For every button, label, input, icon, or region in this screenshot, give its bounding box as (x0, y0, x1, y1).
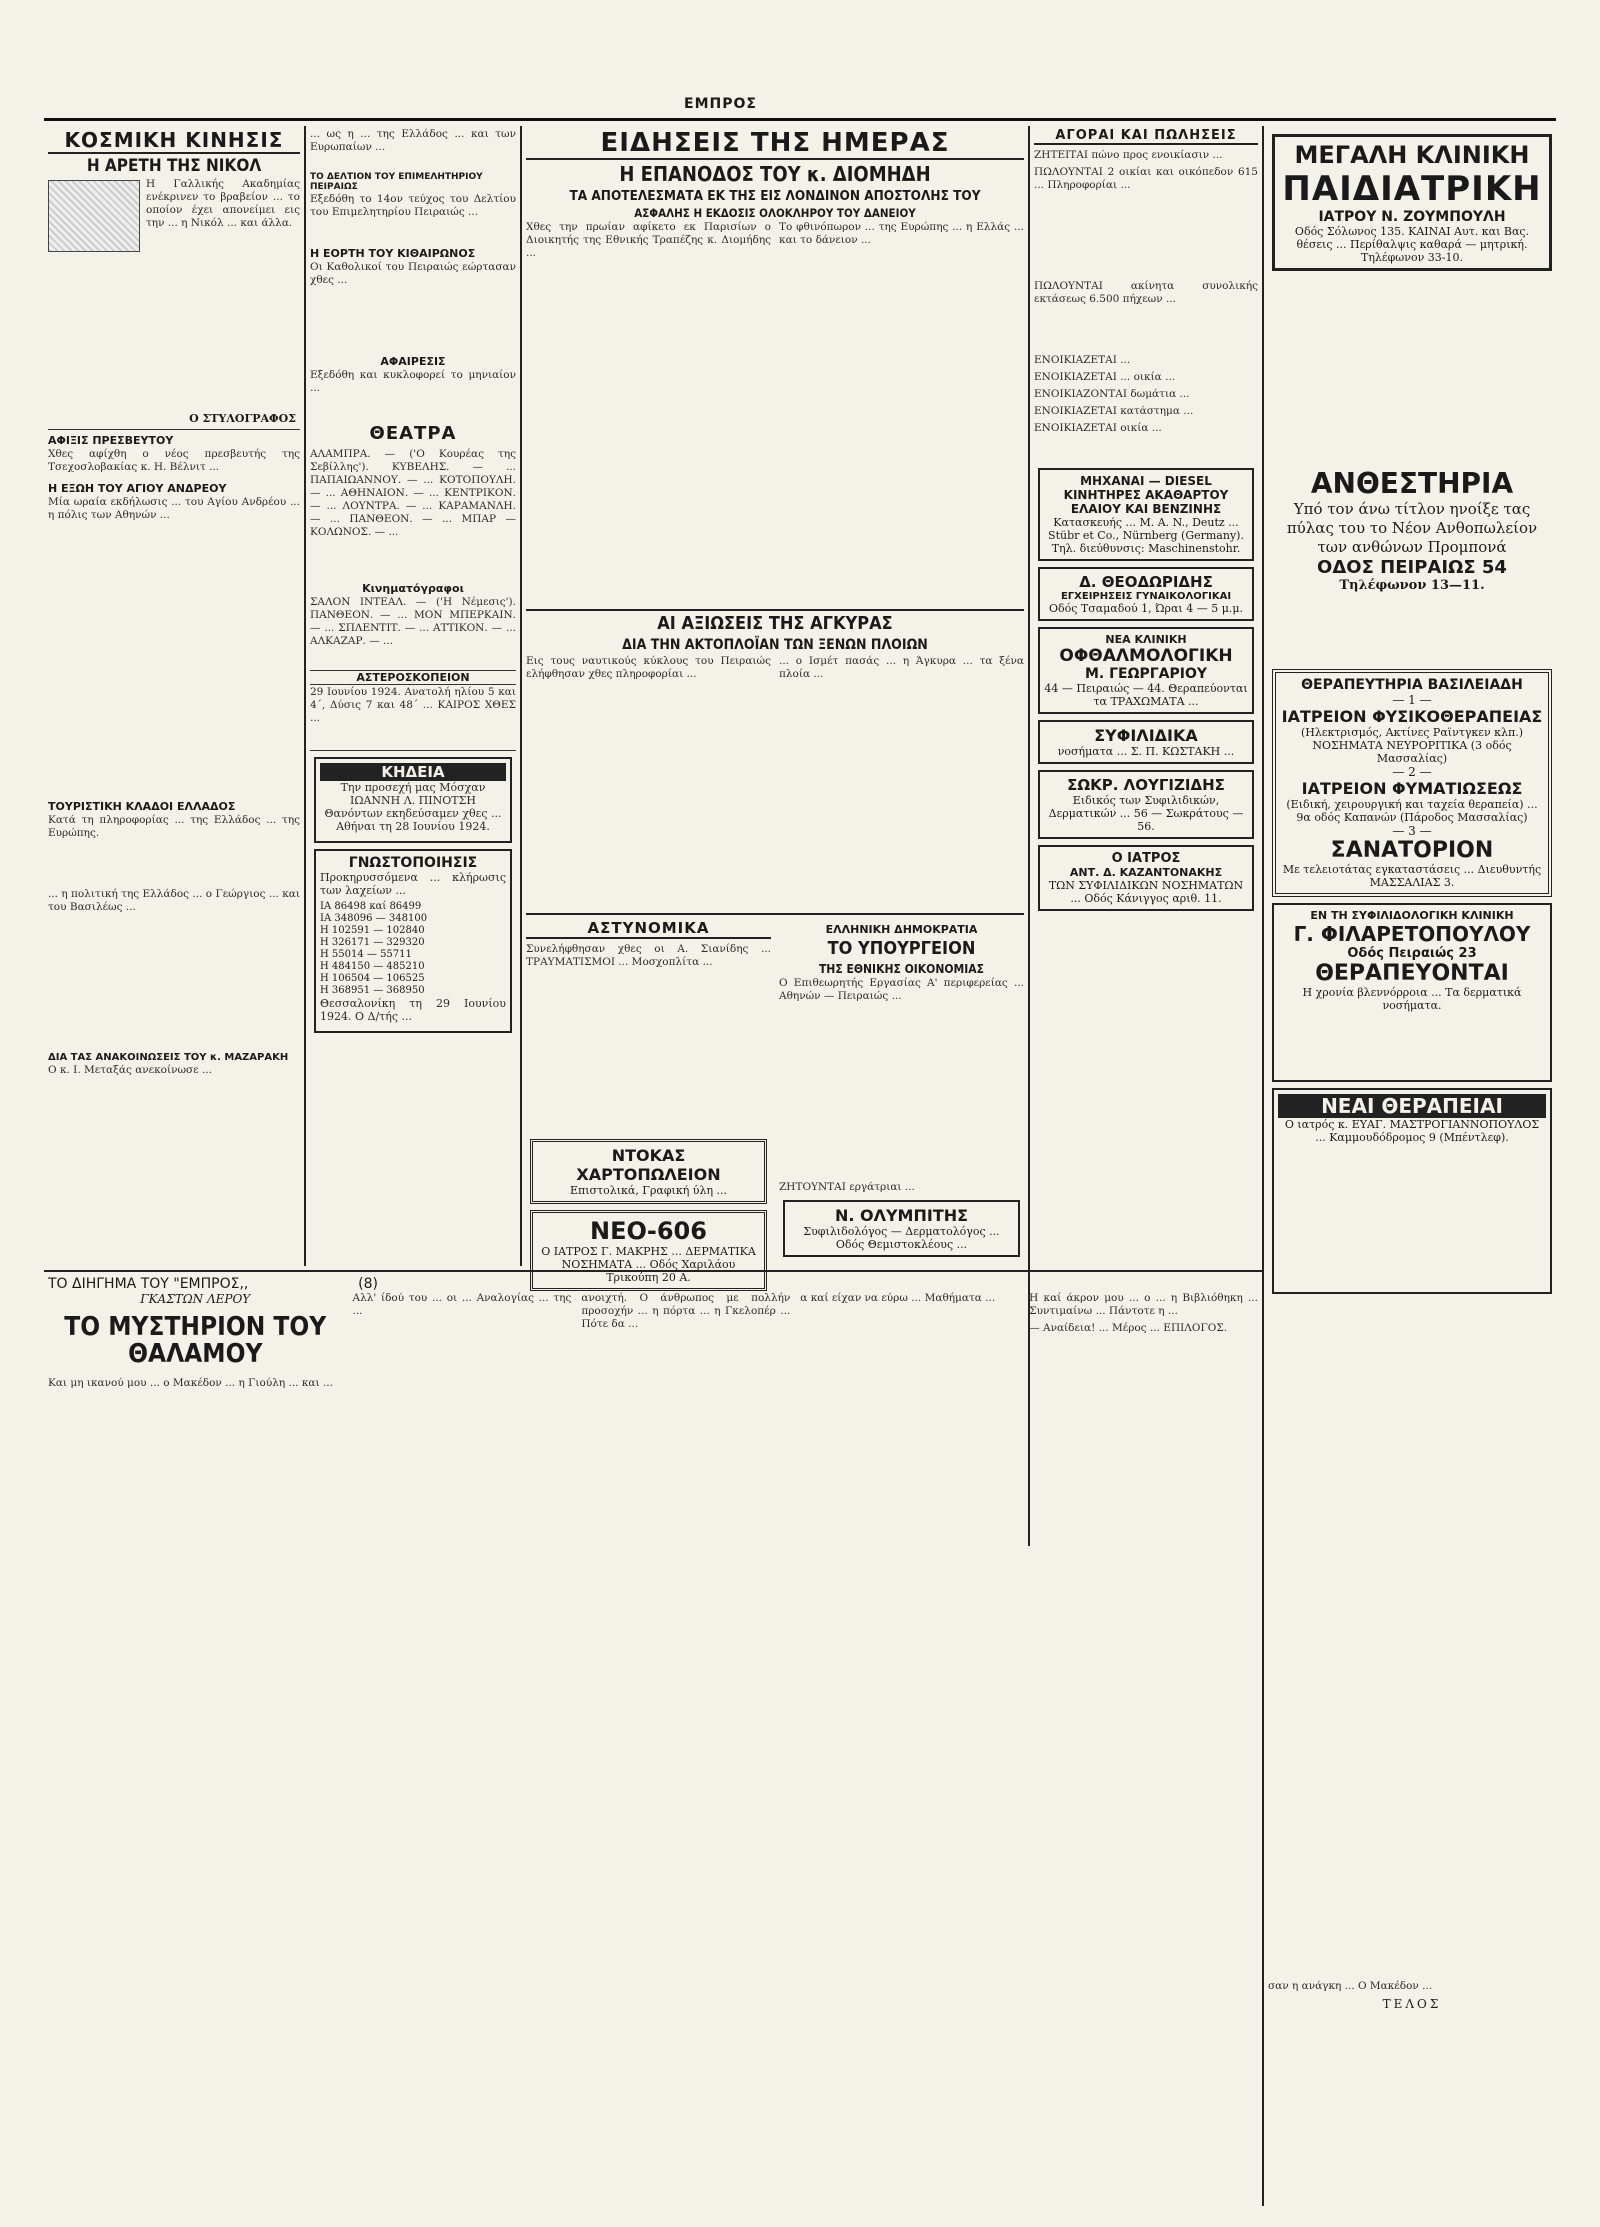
article-headline: ΤΟ ΔΕΛΤΙΟΝ ΤΟΥ ΕΠΙΜΕΛΗΤΗΡΙΟΥ ΠΕΙΡΑΙΩΣ (310, 172, 483, 192)
clinic-text: (Ηλεκτρισμός, Ακτίνες Ραϊντγκεν κλπ.) ΝΟΣΗΜΑΤΑ ΝΕΥΡΟΡΙΤΙΚΑ (3 οδός Μασσαλίας) (1300, 726, 1524, 765)
story-text: Αλλ' ίδού του ... οι ... Αναλογίας ... της ... (352, 1292, 572, 1317)
ad-title: ΝΕΑΙ ΘΕΡΑΠΕΙΑΙ (1278, 1094, 1546, 1118)
ad-pretitle: ΝΕΑ ΚΛΙΝΙΚΗ (1105, 633, 1187, 646)
ad-stationery (530, 1139, 767, 1204)
story-title: ΤΟ ΜΥΣΤΗΡΙΟΝ ΤΟΥ ΘΑΛΑΜΟΥ (64, 1312, 327, 1370)
article-headline: ΔΙΑ ΤΑΣ ΑΝΑΚΟΙΝΩΣΕΙΣ ΤΟΥ κ. ΜΑΖΑΡΑΚΗ (48, 1051, 289, 1063)
ad-doctor (783, 1200, 1020, 1257)
article-text: ... ο Ισμέτ πασάς ... η Άγκυρα ... τα ξένα πλοία ... (779, 654, 1024, 680)
lottery-row: ΙΑ 348096 — 348100 (320, 913, 428, 924)
police-text: Συνελήφθησαν χθες οι Α. Σιανίδης ... ΤΡΑΥΜΑΤΙΣΜΟΙ ... Μοσχοπλίτα ... (526, 942, 771, 968)
notice-title: ΕΛΛΗΝΙΚΗ ΔΗΜΟΚΡΑΤΙΑ (825, 922, 978, 936)
lottery-row: Η 326171 — 329320 (320, 937, 425, 948)
ad-syphilis (1038, 720, 1254, 764)
ad-address: Οδός Πειραιώς 23 (1347, 946, 1477, 961)
ad-new-treatments (1272, 1088, 1552, 1294)
article-text: Κατά τη πληροφορίας ... της Ελλάδος ... της Ευρώπης. (48, 813, 300, 839)
clinic-title: ΙΑΤΡΕΙΟΝ ΦΥΜΑΤΙΩΣΕΩΣ (1301, 779, 1523, 798)
serial-story-end (1268, 1980, 1556, 2140)
ad-text: Οδός Τσαμαδού 1, Ώραι 4 — 5 μ.μ. (1048, 602, 1244, 615)
story-text: σαν η ανάγκη ... Ο Μακέδον ... (1268, 1980, 1433, 1992)
ad-dermatologist (1038, 770, 1254, 839)
article-text: ... ως η ... της Ελλάδος ... και των Ευρωπαίων ... (310, 128, 516, 153)
cinema-title: Κινηματόγραφοι (362, 582, 464, 595)
article-text: Το φθινόπωρον ... της Ευρώπης ... η Ελλάς ... και το δάνειον ... (779, 221, 1024, 247)
section-title: ΚΟΣΜΙΚΗ ΚΙΝΗΣΙΣ (48, 128, 300, 154)
clinic-number: — 2 — (1392, 765, 1432, 779)
lottery-row: Η 55014 — 55711 (320, 949, 412, 960)
story-text: ανοιχτή. Ο άνθρωπος με πολλήν προσοχήν ... η πόρτα ... η Γκελοπέρ ... Πότε δα ... (581, 1292, 791, 1330)
column-classifieds (1034, 128, 1258, 1268)
clinic-text: (Ειδική, χειρουργική και ταχεία θεραπεία) ... 9α οδός Καπανών (Πάροδος Μασσαλίας) (1286, 798, 1538, 824)
ad-subtitle: ΘΕΡΑΠΕΥΟΝΤΑΙ (1315, 961, 1509, 986)
newspaper-name: ΕΜΠΡΟΣ (684, 96, 757, 112)
classified-text: ΠΩΛΟΥΝΤΑΙ 2 οικίαι και οικόπεδον 615 ... Πληροφορίαι ... (1034, 166, 1258, 191)
lottery-row: Η 484150 — 485210 (320, 961, 425, 972)
clinic-number: — 3 — (1392, 824, 1432, 838)
column-ads (1268, 128, 1556, 2078)
ad-pediatric-clinic (1272, 134, 1552, 271)
funeral-title: ΚΗΔΕΙΑ (320, 763, 506, 781)
ad-title: ΟΦΘΑΛΜΟΛΟΓΙΚΗ (1059, 646, 1233, 666)
article-headline: ΑΦΙΞΙΣ ΠΡΕΣΒΕΥΤΟΥ (48, 433, 174, 447)
ad-text: νοσήματα ... Σ. Π. ΚΩΣΤΑΚΗ ... (1057, 745, 1235, 758)
ad-text: Επιστολικά, Γραφική ύλη ... (569, 1183, 728, 1197)
theatres-list: ΑΛΑΜΠΡΑ. — ('Ο Κουρέας της Σεβίλλης'). ΚΥΒΕΛΗΣ. — ... ΠΑΠΑΙΩΑΝΝΟΥ. — ... ΚΟΤΟΠΟΥΛΗ. — ... ΑΘΗΝΑΙΟΝ. — ... ΚΕΝΤΡΙΚΟΝ. — ... ΛΟΥΝΤΡΑ. — ... ΚΑΡΑΜΑΝΛΗ. — ... ΠΑΝΘΕΟΝ. — ... ΜΠΑΡ — ΚΟΛΩΝΟΣ. — ... (310, 448, 516, 538)
clinic-number: — 1 — (1392, 693, 1432, 707)
notice-headline: ΤΟ ΥΠΟΥΡΓΕΙΟΝ (827, 937, 976, 959)
lottery-text: Προκηρυσσόμενα ... κλήρωσις των λαχείων ... (320, 871, 506, 897)
story-number: (8) (358, 1276, 378, 1292)
ad-name: Μ. ΓΕΩΡΓΑΡΙΟΥ (1084, 666, 1208, 682)
story-text: α καί είχαν να εύρω ... Μαθήματα ... (800, 1292, 996, 1304)
article-text: Χθες την πρωίαν αφίκετο εκ Παρισίων ο Διοικητής της Εθνικής Τραπέζης κ. Διομήδης ... (526, 221, 771, 260)
lottery-row: Η 102591 — 102840 (320, 925, 425, 936)
ad-title: ΑΝΤ. Δ. ΚΑΖΑΝΤΟΝΑΚΗΣ (1069, 866, 1223, 879)
police-title: ΑΣΤΥΝΟΜΙΚΑ (526, 919, 771, 939)
column-news (526, 128, 1024, 1284)
article-headline: Η ΕΞΩΗ ΤΟΥ ΑΓΙΟΥ ΑΝΔΡΕΟΥ (48, 481, 227, 495)
ad-title: ΜΗΧΑΝΑΙ — DIESEL ΚΙΝΗΤΗΡΕΣ ΑΚΑΘΑΡΤΟΥ ΕΛΑΙΟΥ ΚΑΙ ΒΕΝΖΙΝΗΣ (1063, 474, 1229, 516)
article-text: Εξεδόθη το 14ον τεύχος του Δελτίου του Επιμελητηρίου Πειραιώς ... (310, 193, 516, 218)
ad-doctor (1038, 845, 1254, 911)
article-text: Η Γαλλικής Ακαδημίας ενέκρινεν το βραβείον ... το οποίον έχει απονείμει εις την ... η Νικόλ ... και άλλα. (146, 177, 300, 229)
classified-text: ΕΝΟΙΚΙΑΖΕΤΑΙ ... οικία ... (1034, 371, 1176, 383)
article-headline: Η ΕΟΡΤΗ ΤΟΥ ΚΙΘΑΙΡΩΝΟΣ (310, 247, 476, 260)
article-headline: ΑΙ ΑΞΙΩΣΕΙΣ ΤΗΣ ΑΓΚΥΡΑΣ (657, 613, 893, 635)
story-author: ΓΚΑΣΤΩΝ ΛΕΡΟΥ (140, 1292, 251, 1306)
column-rule (520, 126, 522, 1266)
ad-title: Δ. ΘΕΟΔΩΡΙΔΗΣ (1079, 573, 1213, 591)
article-text: Εις τους ναυτικούς κύκλους του Πειραιώς ελήφθησαν χθες πληροφορίαι ... (526, 654, 771, 680)
notice-text: Ο Επιθεωρητής Εργασίας Α' περιφερείας ... Αθηνών — Πειραιώς ... (779, 977, 1024, 1003)
article-headline: Η ΑΡΕΤΗ ΤΗΣ ΝΙΚΟΛ (86, 156, 262, 176)
clinic-title: ΣΑΝΑΤΟΡΙΟΝ (1330, 838, 1494, 863)
lottery-row: ΙΑ 86498 καί 86499 (320, 901, 422, 912)
ad-text: Ειδικός των Συφιλιδικών, Δερματικών ... 56 — Σωκράτους — 56. (1048, 794, 1244, 833)
article-text: Μία ωραία εκδήλωσις ... του Αγίου Ανδρέου ... η πόλις των Αθηνών ... (48, 495, 300, 521)
cinema-list: ΣΑΛΟΝ ΙΝΤΕΑΛ. — ('Η Νέμεσις'). ΠΑΝΘΕΟΝ. — ... ΜΟΝ ΜΠΕΡΚΑΙΝ. — ... ΣΠΛΕΝΤΙΤ. — ... ΑΤΤΙΚΟΝ. — ... ΑΛΚΑΖΑΡ. — ... (310, 596, 516, 647)
lottery-row: Η 368951 — 368950 (320, 985, 425, 996)
classified-text: ΕΝΟΙΚΙΑΖΕΤΑΙ οικία ... (1034, 422, 1162, 434)
ad-title: Γ. ΦΙΛΑΡΕΤΟΠΟΥΛΟΥ (1293, 922, 1531, 946)
ad-florist (1272, 467, 1552, 593)
ad-title: ΝΤΟΚΑΣ ΧΑΡΤΟΠΩΛΕΙΟΝ (576, 1145, 721, 1184)
ad-syphilis-clinic (1272, 903, 1552, 1082)
ad-ophthalmology (1038, 627, 1254, 714)
article-text: ... η πολιτική της Ελλάδος ... ο Γεώργιος ... και του Βασιλέως ... (48, 887, 300, 913)
ad-address: ΟΔΟΣ ΠΕΙΡΑΙΩΣ 54 (1317, 557, 1507, 578)
column-social (48, 128, 300, 1268)
article-headline: ΑΦΑΙΡΕΣΙΣ (380, 355, 446, 368)
ad-title: ΠΑΙΔΙΑΤΡΙΚΗ (1282, 169, 1542, 209)
ad-title: Ν. ΟΛΥΜΠΙΤΗΣ (834, 1206, 969, 1226)
ad-text: Υπό τον άνω τίτλον ηνοίξε τας πύλας του το Νέον Ανθοπωλείον των ανθώνων Προμπονά (1286, 500, 1538, 556)
classified-text: ΖΗΤΟΥΝΤΑΙ εργάτριαι ... (779, 1181, 915, 1194)
ad-subtitle: ΕΓΧΕΙΡΗΣΕΙΣ ΓΥΝΑΙΚΟΛΟΓΙΚΑΙ (1060, 591, 1232, 602)
clinic-text: Με τελειοτάτας εγκαταστάσεις ... Διευθυντής ΜΑΣΣΑΛΙΑΣ 3. (1282, 863, 1542, 889)
story-text: Και μη ικανού μου ... ο Μακέδον ... η Γιούλη ... και ... (48, 1376, 333, 1389)
column-misc (310, 128, 516, 1268)
ad-clinics (1272, 669, 1552, 897)
ad-gynecologist (1038, 567, 1254, 621)
article-text: Χθες αφίχθη ο νέος πρεσβευτής της Τσεχοσλοβακίας κ. Η. Βέλνιτ ... (48, 447, 300, 473)
ad-title: ΣΥΦΙΛΙΔΙΚΑ (1094, 726, 1198, 745)
ad-title: ΑΝΘΕΣΤΗΡΙΑ (1310, 467, 1514, 500)
notice-subheadline: ΤΗΣ ΕΘΝΙΚΗΣ ΟΙΚΟΝΟΜΙΑΣ (818, 961, 985, 976)
funeral-text: Την προσεχή μας Μόσχαν ΙΩΑΝΝΗ Λ. ΠΙΝΟΤΣΗ Θανόντων εκηδεύσαμεν χθες ... Αθήναι τη 28 Ιουνίου 1924. (324, 781, 502, 833)
theatres-title: ΘΕΑΤΡΑ (369, 423, 457, 444)
ad-text: Η χρονία βλεννόρροια ... Τα δερματικά νοσήματα. (1302, 986, 1522, 1012)
masthead (44, 96, 1556, 121)
ad-title: ΣΩΚΡ. ΛΟΥΓΙΖΙΔΗΣ (1067, 776, 1225, 794)
lottery-row: Η 106504 — 106525 (320, 973, 425, 984)
article-signature: Ο ΣΤΥΛΟΓΡΑΦΟΣ (189, 411, 296, 425)
ad-pretitle: ΕΝ ΤΗ ΣΥΦΙΛΙΔΟΛΟΓΙΚΗ ΚΛΙΝΙΚΗ (1310, 909, 1514, 922)
classified-text: ΖΗΤΕΙΤΑΙ πώνο προς ενοικίασιν ... (1034, 149, 1223, 161)
ad-phone: Τηλέφωνον 13—11. (1339, 578, 1485, 593)
classified-text: ΕΝΟΙΚΙΑΖΕΤΑΙ κατάστημα ... (1034, 405, 1194, 417)
ad-subtitle: ΙΑΤΡΟΥ Ν. ΖΟΥΜΠΟΥΛΗ (1318, 209, 1506, 225)
ad-text: Οδός Σόλωνος 135. ΚΑΙΝΑΙ Αυτ. και Βας. θέσεις ... Περίθαλψις καθαρά — μητρική. Τηλέφωνον 33-10. (1294, 225, 1530, 264)
lottery-title: ΓΝΩΣΤΟΠΟΙΗΣΙΣ (348, 855, 478, 871)
funeral-notice (314, 757, 512, 843)
section-title: ΑΓΟΡΑΙ ΚΑΙ ΠΩΛΗΣΕΙΣ (1034, 128, 1258, 145)
story-end: ΤΕΛΟΣ (1382, 1997, 1442, 2011)
ad-text: 44 — Πειραιώς — 44. Θεραπεύονται τα ΤΡΑΧΩΜΑΤΑ ... (1044, 682, 1248, 708)
ad-text: ΤΩΝ ΣΥΦΙΛΙΔΙΚΩΝ ΝΟΣΗΜΑΤΩΝ ... Οδός Κάνιγγος αριθ. 11. (1048, 879, 1244, 905)
section-title: ΕΙΔΗΣΕΙΣ ΤΗΣ ΗΜΕΡΑΣ (526, 128, 1024, 160)
column-rule (304, 126, 306, 1266)
clinic-title: ΙΑΤΡΕΙΟΝ ΦΥΣΙΚΟΘΕΡΑΠΕΙΑΣ (1281, 707, 1543, 726)
article-text: Ο κ. Ι. Μεταξάς ανεκοίνωσε ... (48, 1063, 213, 1076)
ad-title: ΝΕΟ-606 (590, 1216, 707, 1245)
ad-pretitle: Ο ΙΑΤΡΟΣ (1111, 851, 1181, 866)
article-headline: ΤΟΥΡΙΣΤΙΚΗ ΚΛΑΔΟΙ ΕΛΛΑΔΟΣ (48, 799, 236, 813)
lottery-note: Θεσσαλονίκη τη 29 Ιουνίου 1924. Ο Δ/τής ... (320, 997, 506, 1023)
article-subheadline: ΤΑ ΑΠΟΤΕΛΕΣΜΑΤΑ ΕΚ ΤΗΣ ΕΙΣ ΛΟΝΔΙΝΟΝ ΑΠΟΣΤΟΛΗΣ ΤΟΥ (569, 188, 981, 204)
engraving-image (48, 180, 140, 252)
classified-text: ΕΝΟΙΚΙΑΖΕΤΑΙ ... (1034, 354, 1131, 366)
classified-text: ΕΝΟΙΚΙΑΖΟΝΤΑΙ δωμάτια ... (1034, 388, 1190, 400)
ad-text: Ο ΙΑΤΡΟΣ Γ. ΜΑΚΡΗΣ ... ΔΕΡΜΑΤΙΚΑ ΝΟΣΗΜΑΤΑ ... Οδός Χαριλάου Τρικούπη 20 Α. (541, 1244, 756, 1284)
article-text: Οι Καθολικοί του Πειραιώς εώρτασαν χθες ... (310, 261, 516, 286)
observatory-title: ΑΣΤΕΡΟΣΚΟΠΕΙΟΝ (310, 670, 516, 685)
story-text: — Αναίδεια! ... Μέρος ... ΕΠΙΛΟΓΟΣ. (1029, 1322, 1228, 1334)
ad-text: Ο ιατρός κ. ΕΥΑΓ. ΜΑΣΤΡΟΓΙΑΝΝΟΠΟΥΛΟΣ ... Καμμουδόδρομος 9 (Μπέντλεφ). (1284, 1118, 1540, 1144)
story-text: Η καί άκρον μου ... ο ... η Βιβλιόθηκη ... Συντιμαίνω ... Πάντοτε η ... (1029, 1292, 1258, 1317)
lottery-numbers (320, 901, 506, 997)
article-headline: Η ΕΠΑΝΟΔΟΣ ΤΟΥ κ. ΔΙΟΜΗΔΗ (619, 162, 931, 186)
lottery-notice (314, 849, 512, 1033)
story-label: ΤΟ ΔΙΗΓΗΜΑ ΤΟΥ "ΕΜΠΡΟΣ,, (48, 1276, 249, 1292)
observatory-text: 29 Ιουνίου 1924. Ανατολή ηλίου 5 και 4΄, Δύσις 7 και 48΄ ... ΚΑΙΡΟΣ ΧΘΕΣ ... (310, 686, 516, 724)
article-subheadline: ΑΣΦΑΛΗΣ Η ΕΚΔΟΣΙΣ ΟΛΟΚΛΗΡΟΥ ΤΟΥ ΔΑΝΕΙΟΥ (634, 206, 916, 221)
ad-engines (1038, 468, 1254, 561)
column-rule (1262, 126, 1264, 2206)
ad-text: Συφιλιδολόγος — Δερματολόγος ... Οδός Θεμιστοκλέους ... (803, 1225, 1000, 1252)
article-subheadline: ΔΙΑ ΤΗΝ ΑΚΤΟΠΛΟΪΑΝ ΤΩΝ ΞΕΝΩΝ ΠΛΟΙΩΝ (622, 637, 928, 654)
ad-text: Κατασκευής ... M. A. N., Deutz ... Stübr et Co., Nürnberg (Germany). Τηλ. διεύθυνσις: Maschinenstohr. (1048, 516, 1244, 555)
ad-title: ΘΕΡΑΠΕΥΤΗΡΙΑ ΒΑΣΙΛΕΙΑΔΗ (1301, 677, 1523, 693)
classified-text: ΠΩΛΟΥΝΤΑΙ ακίνητα συνολικής εκτάσεως 6.500 πήχεων ... (1034, 280, 1258, 305)
article-text: Εξεδόθη και κυκλοφορεί το μηνιαίον ... (310, 369, 516, 394)
ad-title: ΜΕΓΑΛΗ ΚΛΙΝΙΚΗ (1294, 141, 1530, 169)
serial-story (48, 1276, 1258, 2176)
